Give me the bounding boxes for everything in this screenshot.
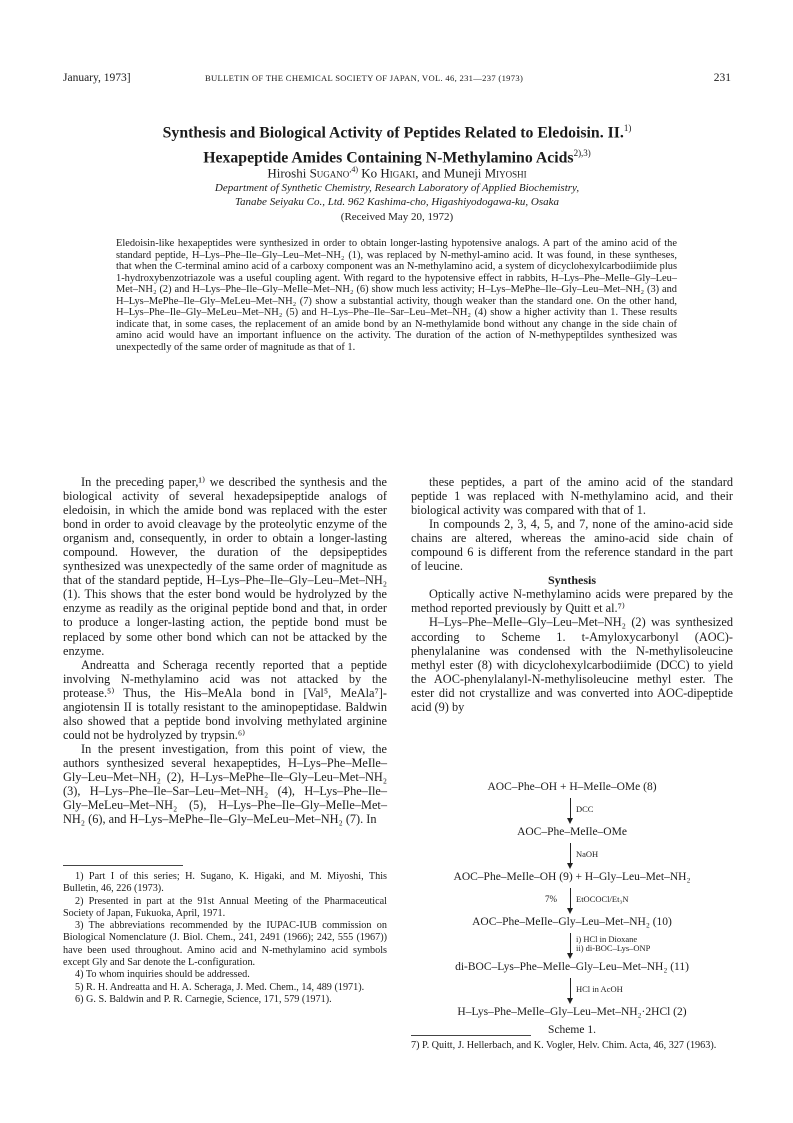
title-line-2: Hexapeptide Amides Containing N-Methylamino Acids [203, 149, 574, 167]
author-3-last: Miyoshi [484, 165, 527, 181]
scheme-reagent-1: DCC [576, 804, 594, 814]
body-paragraph-6: Optically active N-methylamino acids were prepared by the method reported previously by Quitt et al.⁷⁾ [411, 587, 733, 616]
scheme-reagent-4b: ii) di-BOC–Lys–ONP [576, 943, 651, 953]
footnote-5: 5) R. H. Andreatta and H. A. Scheraga, J. Med. Chem., 14, 489 (1971). [75, 981, 365, 993]
author-3-first: and Muneji [421, 165, 482, 181]
section-heading-synthesis: Synthesis [547, 573, 597, 588]
scheme-step-2: AOC–Phe–MeIle–OMe [517, 826, 627, 838]
footnote-7: 7) P. Quitt, J. Hellerbach, and K. Vogler, Helv. Chim. Acta, 46, 327 (1963). [411, 1040, 717, 1051]
author-1-footnote: ,4) [349, 165, 358, 174]
header-date: January, 1973] [63, 72, 131, 84]
author-1-first: Hiroshi [267, 165, 307, 181]
title-line-1: Synthesis and Biological Activity of Peptides Related to Eledoisin. II. [162, 124, 624, 142]
scheme-step-1: AOC–Phe–OH + H–MeIle–OMe (8) [487, 781, 657, 793]
scheme-reagent-4a: i) HCl in Dioxane [576, 934, 638, 944]
left-column [63, 475, 387, 826]
running-header [63, 72, 731, 88]
scheme-step-5: di-BOC–Lys–Phe–MeIle–Gly–Leu–Met–NH₂ (11) [455, 961, 689, 973]
scheme-yield-3: 7% [545, 894, 557, 904]
affiliation-line-1: Department of Synthetic Chemistry, Research Laboratory of Applied Biochemistry, [214, 182, 580, 194]
author-1-last: Sugano [309, 165, 350, 181]
body-paragraph-3: In the present investigation, from this point of view, the authors synthesized several hexapeptides, H–Lys–Phe–MeIle–Gly–Leu–Met–NH₂ (2), H–Lys–MePhe–Ile–Gly–Leu–Met–NH₂ (3), H–Lys–Phe–Ile–Sar–Leu–Met–NH₂ (4), H–Lys–Phe–Ile–Gly–MeLeu–Met–NH₂ (5), H–Lys–Phe–Ile–Gly–MeIle–Met–NH₂ (6), and H–Lys–MePhe–Ile–Gly–MeLeu–Met–NH₂ (7). In [63, 741, 387, 827]
scheme-reagent-2: NaOH [576, 849, 599, 859]
page-number: 231 [713, 72, 731, 84]
author-2-first: Ko [361, 165, 378, 181]
author-2-last: Higaki [380, 165, 416, 181]
footnote-4: 4) To whom inquiries should be addressed. [75, 969, 250, 981]
header-journal: BULLETIN OF THE CHEMICAL SOCIETY OF JAPAN, VOL. 46, 231—237 (1973) [205, 73, 524, 83]
body-paragraph-5: In compounds 2, 3, 4, 5, and 7, none of the amino-acid side chains are altered, whereas the amino-acid side chain of compound 6 is different from the reference standard in the part of leucine. [411, 517, 733, 574]
body-paragraph-1: In the preceding paper,¹⁾ we described the synthesis and the biological activity of several hexadepsipeptide analogs of eledoisin, in which the amide bond was replaced with the ester bond in order to avoid cleavage by the proteolytic enzyme of the organism and, consequently, in order to obtain a longer-lasting compound. However, the duration of the depsipeptides synthesized was unexpectedly of the same order of magnitude as that of the standard peptide, H–Lys–Phe–Ile–Gly–Leu–Met–NH₂ (1). This shows that the ester bond would be hydrolyzed by the enzyme as readily as the original peptide bond and that, in order to produce a longer-lasting action, the peptide bond must be replaced by some other bond which can not be attacked by the enzyme. [63, 475, 387, 658]
abstract: Eledoisin-like hexapeptides were synthesized in order to obtain longer-lasting hypotensive analogs. A part of the amino acid of the standard peptide, H–Lys–Phe–Ile–Gly–Leu–Met–NH₂ (1), was replaced by N-methyl-amino acid. It was found, in these syntheses, that when the C-terminal amino acid of a carboxy component was an N-methylamino acid, a system of dicyclohexylcarbodiimide plus 1-hydroxybenzotriazole was a useful coupling agent. With regard to the hypotensive effect in rabbits, H–Lys–Phe–MeIle–Gly–Leu–Met–NH₂ (2) and H–Lys–Phe–Ile–Gly–MeIle–Met–NH₂ (6) show much less activity; H–Lys–MePhe–Ile–Gly–Leu–Met–NH₂ (3) and H–Lys–MePhe–Ile–Gly–MeLeu–Met–NH₂ (7) show a substantial activity, though weaker than the standard one. On the other hand, H–Lys–Phe–Ile–Gly–MeLeu–Met–NH₂ (5) and H–Lys–Phe–Ile–Sar–Leu–Met–NH₂ (4) show a higher activity than 1. These results indicate that, in some cases, the replacement of an amide bond by an N-methylamide bond without any change in the side chain of amino acid would have an important influence on the activity. The duration of the action of N-methypeptildes synthesized was unexpectedly of the same order of magnitude as that of 1. [116, 238, 677, 353]
footnote-divider [63, 865, 183, 866]
title-line-2-footnote: 2),3) [573, 148, 591, 159]
footnote-1: 1) Part I of this series; H. Sugano, K. Higaki, and M. Miyoshi, This Bulletin, 46, 226 (1973). [63, 871, 387, 895]
scheme-step-6: H–Lys–Phe–MeIle–Gly–Leu–Met–NH₂·2HCl (2) [457, 1006, 687, 1018]
scheme-step-4: AOC–Phe–MeIle–Gly–Leu–Met–NH₂ (10) [472, 916, 672, 928]
author-list: Hiroshi Sugano$^{,4)}$ Ko Higaki, and Muneji Miyoshi [267, 165, 527, 181]
scheme-reagent-3: EtOCOCl/Et₃N [576, 894, 629, 904]
right-column [411, 475, 733, 714]
footnotes [63, 871, 387, 1006]
body-paragraph-4: these peptides, a part of the amino acid of the standard peptide 1 was replaced with N-methylamino acid, and their biological activity was compared with that of 1. [411, 475, 733, 518]
footnote-6: 6) G. S. Baldwin and P. R. Carnegie, Science, 171, 579 (1971). [75, 993, 332, 1005]
right-footnote-divider [411, 1035, 531, 1036]
footnote-3: 3) The abbreviations recommended by the IUPAC-IUB commission on Biological Nomenclature (J. Biol. Chem., 241, 2491 (1966); 242, 555 (1967)) have been used throughout. Amino acid and N-methylamino acid symbols except Gly and Sar denote the L-configuration. [63, 920, 387, 969]
affiliation-line-2: Tanabe Seiyaku Co., Ltd. 962 Kashima-cho, Higashiyodogawa-ku, Osaka [234, 195, 560, 208]
body-paragraph-2: Andreatta and Scheraga recently reported that a peptide involving N-methylamino acid was not attacked by the protease.⁵⁾ Thus, the His–MeAla bond in [Val⁵, MeAla⁷]-angiotensin II is totally resistant to the aminopeptidase. Baldwin also showed that a peptide bond involving methylated arginine could not be hydrolyzed by trypsin.⁶⁾ [63, 657, 387, 742]
article-title [63, 118, 731, 169]
received-date: (Received May 20, 1972) [340, 211, 454, 223]
scheme-reagent-5: HCl in AcOH [576, 984, 623, 994]
scheme-caption: Scheme 1. [548, 1024, 596, 1036]
body-paragraph-7: H–Lys–Phe–MeIle–Gly–Leu–Met–NH₂ (2) was synthesized according to Scheme 1. t-Amyloxycarbonyl (AOC)-phenylalanine was condensed with the N-methylisoleucine methyl ester (8) with dicyclohexylcarbodiimide (DCC) to yield the AOC-phenylalanyl-N-methylisoleucine methyl ester. The ester did not crystallize and was converted into AOC-dipeptide acid (9) by [411, 615, 733, 714]
affiliation [63, 182, 731, 209]
footnote-2: 2) Presented in part at the 91st Annual Meeting of the Pharmaceutical Society of Japan, Fukuoka, April, 1971. [63, 895, 387, 919]
scheme-step-3: AOC–Phe–MeIle–OH (9) + H–Gly–Leu–Met–NH₂ [453, 871, 691, 883]
title-line-1-footnote: 1) [623, 123, 632, 133]
